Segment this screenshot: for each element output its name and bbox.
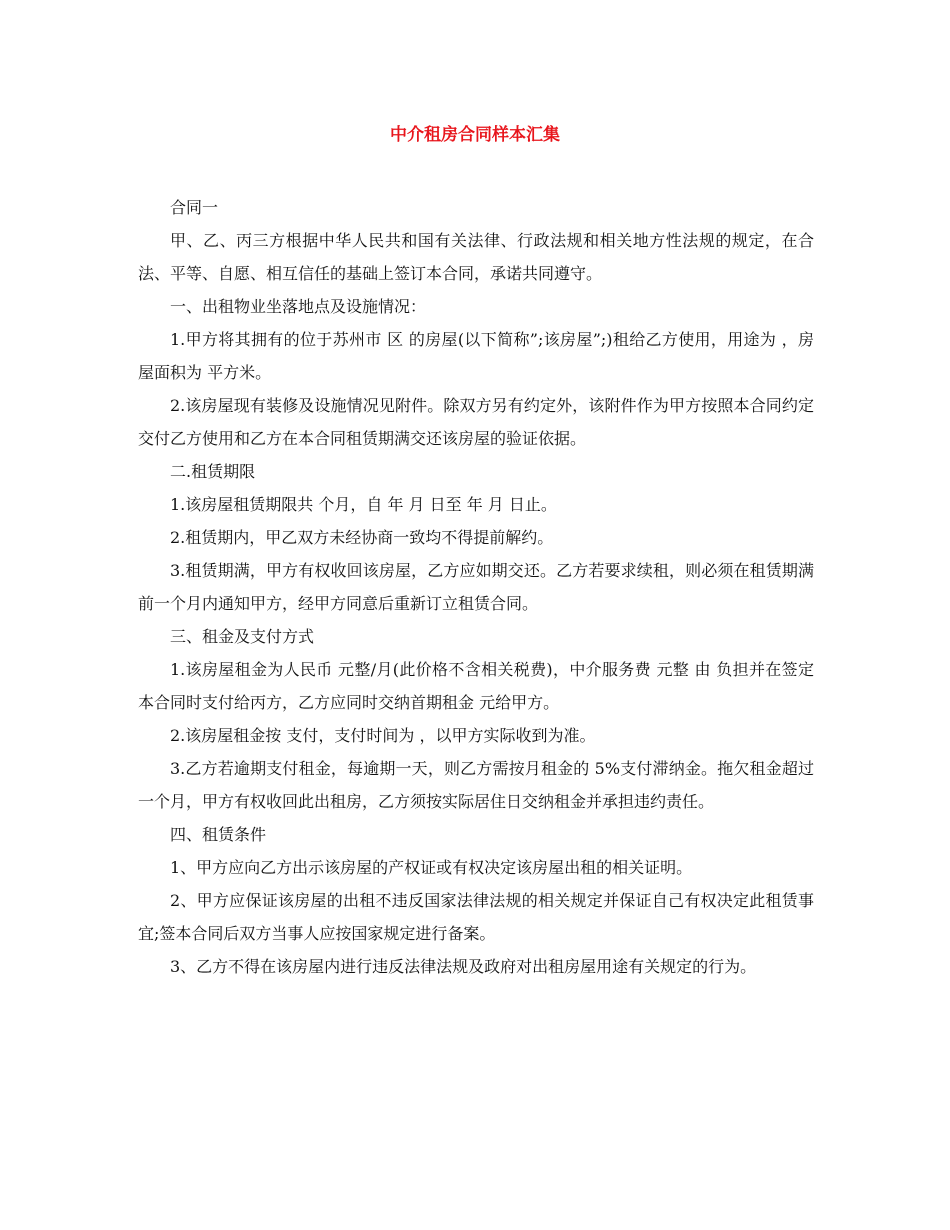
paragraph: 2.租赁期内，甲乙双方未经协商一致均不得提前解约。 <box>170 528 554 547</box>
paragraph: 合同一 <box>170 198 219 217</box>
paragraph: 3.租赁期满，甲方有权收回该房屋，乙方应如期交还。乙方若要求续租，则必须在租赁期满前一个月内通知甲方，经甲方同意后重新订立租赁合同。 <box>138 561 814 613</box>
document-body <box>138 191 814 983</box>
section-heading: 三、租金及支付方式 <box>170 627 315 646</box>
section-heading: 一、出租物业坐落地点及设施情况： <box>170 297 427 316</box>
paragraph: 1.该房屋租赁期限共 个月，自 年 月 日至 年 月 日止。 <box>170 495 557 514</box>
paragraph: 1.甲方将其拥有的位于苏州市 区 的房屋(以下简称”;该房屋”;)租给乙方使用，用途为 ，房屋面积为 平方米。 <box>138 330 814 382</box>
paragraph: 2、甲方应保证该房屋的出租不违反国家法律法规的相关规定并保证自己有权决定此租赁事宜;签本合同后双方当事人应按国家规定进行备案。 <box>138 891 814 943</box>
section-heading: 四、租赁条件 <box>170 825 267 844</box>
document-title: 中介租房合同样本汇集 <box>390 125 560 145</box>
paragraph: 甲、乙、丙三方根据中华人民共和国有关法律、行政法规和相关地方性法规的规定，在合法、平等、自愿、相互信任的基础上签订本合同，承诺共同遵守。 <box>138 231 814 283</box>
paragraph: 2.该房屋租金按 支付，支付时间为 ，以甲方实际收到为准。 <box>170 726 596 745</box>
paragraph: 1.该房屋租金为人民币 元整/月(此价格不含相关税费)，中介服务费 元整 由 负担并在签定本合同时支付给丙方，乙方应同时交纳首期租金 元给甲方。 <box>138 660 814 712</box>
paragraph: 2.该房屋现有装修及设施情况见附件。除双方另有约定外，该附件作为甲方按照本合同约定交付乙方使用和乙方在本合同租赁期满交还该房屋的验证依据。 <box>138 396 814 448</box>
section-heading: 二.租赁期限 <box>170 462 256 481</box>
paragraph: 3.乙方若逾期支付租金，每逾期一天，则乙方需按月租金的 5%支付滞纳金。拖欠租金超过一个月，甲方有权收回此出租房，乙方须按实际居住日交纳租金并承担违约责任。 <box>138 759 814 811</box>
paragraph: 1、甲方应向乙方出示该房屋的产权证或有权决定该房屋出租的相关证明。 <box>170 858 693 877</box>
paragraph: 3、乙方不得在该房屋内进行违反法律法规及政府对出租房屋用途有关规定的行为。 <box>170 957 757 976</box>
